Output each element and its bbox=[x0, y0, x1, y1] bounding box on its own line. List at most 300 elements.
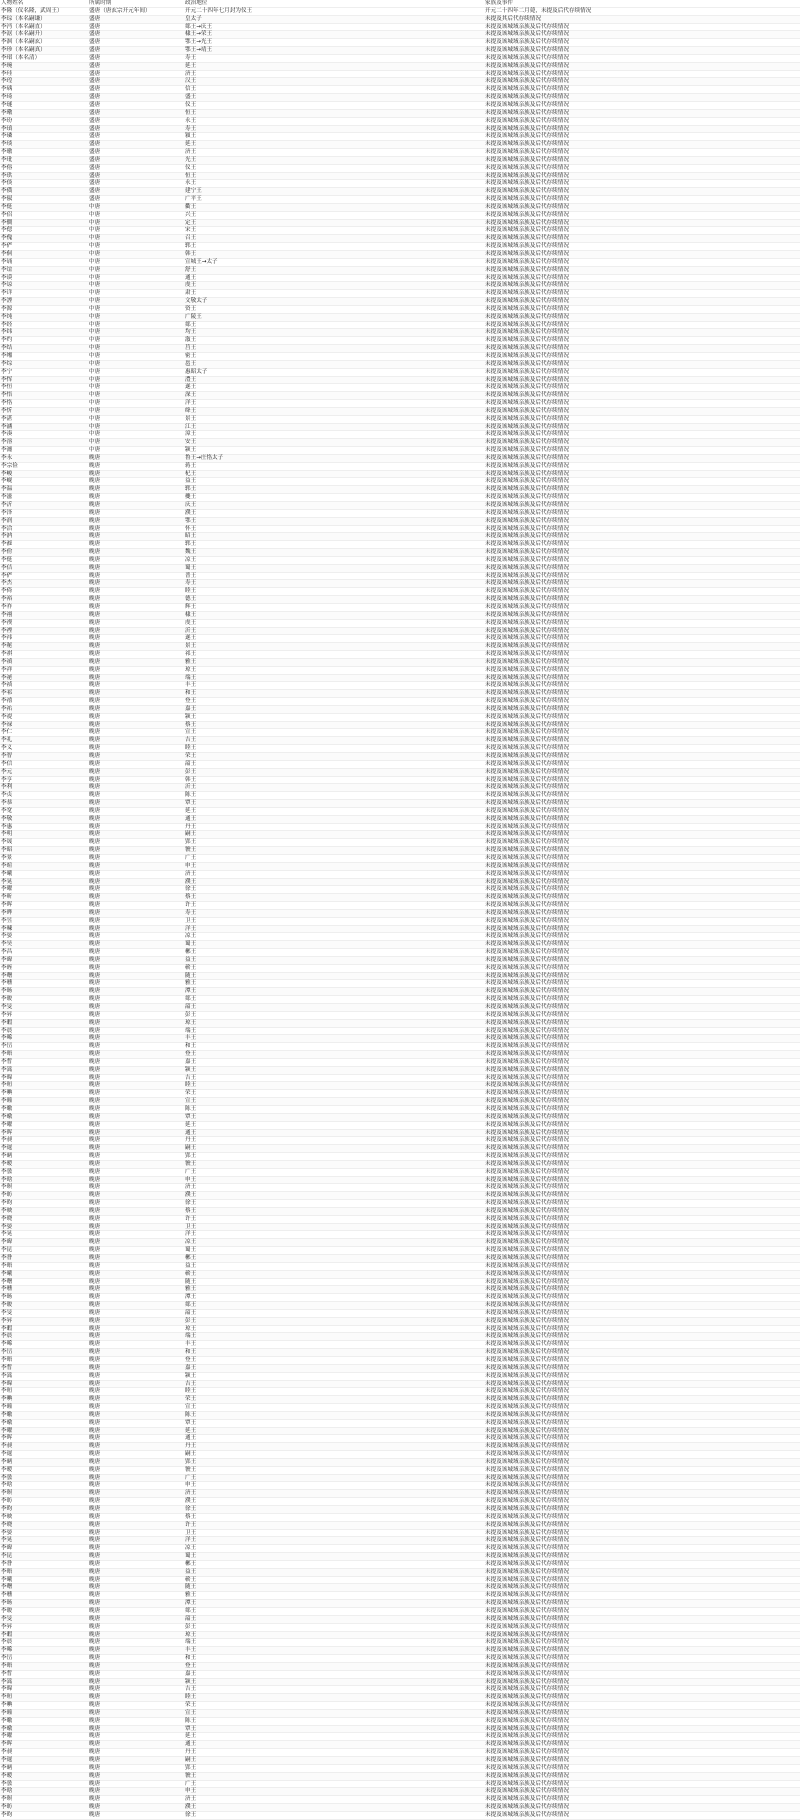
cell-period: 晚唐 bbox=[88, 1176, 184, 1184]
cell-period: 晚唐 bbox=[88, 1568, 184, 1576]
cell-status: 凉王 bbox=[184, 933, 484, 941]
cell-period: 中唐 bbox=[88, 392, 184, 400]
cell-status: 宋王 bbox=[184, 227, 484, 235]
cell-period: 晚唐 bbox=[88, 588, 184, 596]
cell-period: 晚唐 bbox=[88, 1419, 184, 1427]
cell-status: 郢王 bbox=[184, 1764, 484, 1772]
table-row bbox=[0, 1286, 800, 1294]
cell-name: 李曈 bbox=[0, 1709, 88, 1717]
table-row bbox=[0, 39, 800, 47]
table-row bbox=[0, 274, 800, 282]
cell-name: 李晓 bbox=[0, 1521, 88, 1529]
cell-status: 广陵王 bbox=[184, 313, 484, 321]
table-row bbox=[0, 219, 800, 227]
cell-name: 李湛 bbox=[0, 415, 88, 423]
cell-family: 未提及该城域亲族及后代存续情况 bbox=[484, 423, 800, 431]
cell-name: 李洄（本名嗣玄） bbox=[0, 39, 88, 47]
cell-name: 李曒 bbox=[0, 1717, 88, 1725]
cell-period: 中唐 bbox=[88, 407, 184, 415]
cell-family: 未提及该城域亲族及后代存续情况 bbox=[484, 109, 800, 117]
table-row bbox=[0, 352, 800, 360]
cell-period: 晚唐 bbox=[88, 1498, 184, 1506]
cell-name: 李曛 bbox=[0, 1592, 88, 1600]
cell-name: 李昀 bbox=[0, 1506, 88, 1514]
cell-family: 未提及该城域亲族及后代存续情况 bbox=[484, 745, 800, 753]
cell-family: 未提及该城域亲族及后代存续情况 bbox=[484, 1270, 800, 1278]
cell-status: 通王 bbox=[184, 274, 484, 282]
cell-name: 李暝 bbox=[0, 1184, 88, 1192]
cell-status: 丰王 bbox=[184, 1647, 484, 1655]
cell-status: 卫王 bbox=[184, 917, 484, 925]
cell-name: 李晙 bbox=[0, 1302, 88, 1310]
cell-family: 未提及该城域亲族及后代存续情况 bbox=[484, 768, 800, 776]
cell-name: 李晃 bbox=[0, 878, 88, 886]
table-row bbox=[0, 266, 800, 274]
table-row bbox=[0, 1325, 800, 1333]
cell-period: 晚唐 bbox=[88, 1058, 184, 1066]
cell-period: 晚唐 bbox=[88, 1215, 184, 1223]
cell-period: 晚唐 bbox=[88, 1811, 184, 1819]
cell-family: 未提及该城域亲族及后代存续情况 bbox=[484, 1725, 800, 1733]
cell-family: 未提及该城域亲族及后代存续情况 bbox=[484, 1466, 800, 1474]
cell-period: 晚唐 bbox=[88, 1655, 184, 1663]
cell-name: 李傛 bbox=[0, 164, 88, 172]
table-row bbox=[0, 1788, 800, 1796]
cell-name: 李暹 bbox=[0, 1145, 88, 1153]
cell-family: 未提及该城域亲族及后代存续情况 bbox=[484, 1560, 800, 1568]
cell-status: 皇太子 bbox=[184, 15, 484, 23]
cell-period: 晚唐 bbox=[88, 596, 184, 604]
cell-name: 李汭 bbox=[0, 533, 88, 541]
table-row bbox=[0, 1404, 800, 1412]
cell-status: 恒王 bbox=[184, 172, 484, 180]
table-row bbox=[0, 1207, 800, 1215]
cell-family: 未提及该城域亲族及后代存续情况 bbox=[484, 509, 800, 517]
cell-name: 李晅 bbox=[0, 1388, 88, 1396]
table-row bbox=[0, 407, 800, 415]
cell-status: 广王 bbox=[184, 1474, 484, 1482]
table-row bbox=[0, 439, 800, 447]
cell-family: 未提及该城域亲族及后代存续情况 bbox=[484, 1537, 800, 1545]
cell-status: 濮王 bbox=[184, 509, 484, 517]
cell-family: 未提及该城域亲族及后代存续情况 bbox=[484, 517, 800, 525]
table-row bbox=[0, 792, 800, 800]
cell-status: 虔王 bbox=[184, 619, 484, 627]
cell-status: 雅王 bbox=[184, 1286, 484, 1294]
cell-family: 未提及该城域亲族及后代存续情况 bbox=[484, 917, 800, 925]
table-row bbox=[0, 15, 800, 23]
cell-family: 未提及该城域亲族及后代存续情况 bbox=[484, 243, 800, 251]
cell-status: 潭王 bbox=[184, 1294, 484, 1302]
table-row bbox=[0, 1129, 800, 1137]
table-row bbox=[0, 1749, 800, 1757]
cell-status: 兴王 bbox=[184, 211, 484, 219]
cell-name: 李晖 bbox=[0, 902, 88, 910]
cell-name: 李暧 bbox=[0, 1772, 88, 1780]
table-row bbox=[0, 807, 800, 815]
cell-status: 虢王 bbox=[184, 1466, 484, 1474]
cell-period: 晚唐 bbox=[88, 1788, 184, 1796]
table-row bbox=[0, 549, 800, 557]
table-row bbox=[0, 1670, 800, 1678]
cell-period: 晚唐 bbox=[88, 666, 184, 674]
cell-status: 陈王 bbox=[184, 1411, 484, 1419]
cell-family: 未提及该城域亲族及后代存续情况 bbox=[484, 1004, 800, 1012]
cell-name: 李曙 bbox=[0, 1278, 88, 1286]
table-row bbox=[0, 243, 800, 251]
cell-name: 李暐 bbox=[0, 1545, 88, 1553]
cell-period: 中唐 bbox=[88, 360, 184, 368]
cell-status: 郓王 bbox=[184, 243, 484, 251]
cell-family: 未提及该城域亲族及后代存续情况 bbox=[484, 478, 800, 486]
cell-status: 鄂王 bbox=[184, 517, 484, 525]
cell-status: 吉王 bbox=[184, 1686, 484, 1694]
cell-status: 宣王 bbox=[184, 729, 484, 737]
cell-status: 延王 bbox=[184, 141, 484, 149]
cell-name: 李曒 bbox=[0, 1105, 88, 1113]
cell-period: 晚唐 bbox=[88, 1600, 184, 1608]
cell-status: 蒋王 bbox=[184, 462, 484, 470]
cell-family: 未提及该城域亲族及后代存续情况 bbox=[484, 603, 800, 611]
table-row bbox=[0, 1615, 800, 1623]
table-row bbox=[0, 1066, 800, 1074]
cell-status: 通王 bbox=[184, 1741, 484, 1749]
cell-family: 未提及该城域亲族及后代存续情况 bbox=[484, 588, 800, 596]
cell-period: 晚唐 bbox=[88, 776, 184, 784]
table-row bbox=[0, 1192, 800, 1200]
cell-status: 开元二十四年七月封为仪王 bbox=[184, 7, 484, 15]
cell-period: 晚唐 bbox=[88, 1560, 184, 1568]
cell-status: 益王 bbox=[184, 1262, 484, 1270]
cell-family: 未提及该城域亲族及后代存续情况 bbox=[484, 1647, 800, 1655]
cell-period: 中唐 bbox=[88, 305, 184, 313]
cell-status: 蜀王 bbox=[184, 941, 484, 949]
cell-status: 杞王 bbox=[184, 470, 484, 478]
cell-status: 虢王 bbox=[184, 1772, 484, 1780]
table-row bbox=[0, 525, 800, 533]
table-row bbox=[0, 1262, 800, 1270]
cell-name: 李昉 bbox=[0, 1498, 88, 1506]
cell-status: 潭王 bbox=[184, 988, 484, 996]
cell-period: 晚唐 bbox=[88, 1105, 184, 1113]
cell-family: 未提及该城域亲族及后代存续情况 bbox=[484, 172, 800, 180]
table-row bbox=[0, 1356, 800, 1364]
cell-status: 郓王 bbox=[184, 486, 484, 494]
cell-status: 郯王 bbox=[184, 1302, 484, 1310]
cell-name: 李晟 bbox=[0, 839, 88, 847]
cell-status: 申王 bbox=[184, 862, 484, 870]
cell-name: 李昭 bbox=[0, 847, 88, 855]
table-row bbox=[0, 1231, 800, 1239]
cell-status: 信王 bbox=[184, 86, 484, 94]
cell-family: 未提及该城域亲族及后代存续情况 bbox=[484, 1223, 800, 1231]
cell-period: 晚唐 bbox=[88, 580, 184, 588]
cell-period: 晚唐 bbox=[88, 854, 184, 862]
cell-period: 盛唐 bbox=[88, 109, 184, 117]
cell-family: 未提及该城域亲族及后代存续情况 bbox=[484, 94, 800, 102]
cell-family: 未提及该城域亲族及后代存续情况 bbox=[484, 486, 800, 494]
cell-family: 未提及该城域亲族及后代存续情况 bbox=[484, 1388, 800, 1396]
cell-family: 未提及该城域亲族及后代存续情况 bbox=[484, 737, 800, 745]
cell-period: 盛唐 bbox=[88, 15, 184, 23]
cell-status: 申王 bbox=[184, 1788, 484, 1796]
cell-family: 未提及该城域亲族及后代存续情况 bbox=[484, 23, 800, 31]
cell-period: 中唐 bbox=[88, 258, 184, 266]
table-row bbox=[0, 172, 800, 180]
cell-name: 李洽 bbox=[0, 525, 88, 533]
table-row bbox=[0, 713, 800, 721]
cell-period: 晚唐 bbox=[88, 470, 184, 478]
cell-period: 晚唐 bbox=[88, 1764, 184, 1772]
cell-family: 未提及该城域亲族及后代存续情况 bbox=[484, 62, 800, 70]
cell-period: 晚唐 bbox=[88, 1749, 184, 1757]
cell-family: 未提及该城域亲族及后代存续情况 bbox=[484, 658, 800, 666]
table-row bbox=[0, 1168, 800, 1176]
cell-family: 未提及该城域亲族及后代存续情况 bbox=[484, 1545, 800, 1553]
table-row bbox=[0, 227, 800, 235]
cell-status: 惠昭太子 bbox=[184, 368, 484, 376]
cell-name: 李恽 bbox=[0, 376, 88, 384]
table-row bbox=[0, 854, 800, 862]
table-row bbox=[0, 1584, 800, 1592]
cell-name: 李信 bbox=[0, 760, 88, 768]
cell-family: 未提及该城域亲族及后代存续情况 bbox=[484, 101, 800, 109]
cell-name: 李暭 bbox=[0, 1686, 88, 1694]
cell-family: 未提及该城域亲族及后代存续情况 bbox=[484, 1749, 800, 1757]
cell-name: 李祤 bbox=[0, 611, 88, 619]
cell-period: 中唐 bbox=[88, 439, 184, 447]
cell-status: 寿王 bbox=[184, 54, 484, 62]
cell-name: 李璘 bbox=[0, 133, 88, 141]
cell-name: 李珪 bbox=[0, 70, 88, 78]
table-row bbox=[0, 980, 800, 988]
cell-family: 未提及该城域亲族及后代存续情况 bbox=[484, 839, 800, 847]
cell-status: 嘉王 bbox=[184, 1670, 484, 1678]
cell-family: 未提及该城域亲族及后代存续情况 bbox=[484, 227, 800, 235]
cell-name: 李宁 bbox=[0, 368, 88, 376]
table-row bbox=[0, 1090, 800, 1098]
cell-name: 李俨 bbox=[0, 243, 88, 251]
cell-period: 晚唐 bbox=[88, 1372, 184, 1380]
table-row bbox=[0, 596, 800, 604]
table-row bbox=[0, 62, 800, 70]
cell-status: 睦王 bbox=[184, 1694, 484, 1702]
cell-family: 未提及该城域亲族及后代存续情况 bbox=[484, 31, 800, 39]
table-row bbox=[0, 1302, 800, 1310]
cell-family: 未提及该城域亲族及后代存续情况 bbox=[484, 1341, 800, 1349]
cell-period: 晚唐 bbox=[88, 1647, 184, 1655]
cell-family: 未提及该城域亲族及后代存续情况 bbox=[484, 1364, 800, 1372]
cell-status: 随王 bbox=[184, 1584, 484, 1592]
cell-status: 汉王 bbox=[184, 78, 484, 86]
cell-name: 李滋 bbox=[0, 494, 88, 502]
cell-status: 鄂王→靖王 bbox=[184, 47, 484, 55]
cell-status: 虔王 bbox=[184, 282, 484, 290]
cell-period: 晚唐 bbox=[88, 1247, 184, 1255]
cell-family: 未提及该城域亲族及后代存续情况 bbox=[484, 352, 800, 360]
table-row bbox=[0, 1443, 800, 1451]
cell-status: 济王 bbox=[184, 149, 484, 157]
cell-status: 彭王 bbox=[184, 768, 484, 776]
cell-status: 虢王 bbox=[184, 1160, 484, 1168]
cell-name: 李璲 bbox=[0, 101, 88, 109]
cell-family: 未提及该城域亲族及后代存续情况 bbox=[484, 1553, 800, 1561]
cell-name: 李晏 bbox=[0, 1529, 88, 1537]
cell-family: 未提及该城域亲族及后代存续情况 bbox=[484, 1278, 800, 1286]
table-row bbox=[0, 1372, 800, 1380]
cell-period: 晚唐 bbox=[88, 1529, 184, 1537]
table-row bbox=[0, 1725, 800, 1733]
table-row bbox=[0, 1576, 800, 1584]
cell-family: 未提及该城域亲族及后代存续情况 bbox=[484, 219, 800, 227]
cell-family: 未提及该城域亲族及后代存续情况 bbox=[484, 1255, 800, 1263]
cell-name: 李漼 bbox=[0, 541, 88, 549]
cell-status: 溆王 bbox=[184, 337, 484, 345]
table-row bbox=[0, 862, 800, 870]
cell-status: 登王 bbox=[184, 1662, 484, 1670]
cell-period: 中唐 bbox=[88, 235, 184, 243]
table-row bbox=[0, 1780, 800, 1788]
cell-period: 中唐 bbox=[88, 211, 184, 219]
cell-status: 蔡王 bbox=[184, 894, 484, 902]
cell-period: 晚唐 bbox=[88, 1364, 184, 1372]
table-row bbox=[0, 611, 800, 619]
cell-status: 吉王 bbox=[184, 1380, 484, 1388]
cell-status: 颍王 bbox=[184, 1372, 484, 1380]
cell-status: 建宁王 bbox=[184, 188, 484, 196]
cell-period: 晚唐 bbox=[88, 1066, 184, 1074]
cell-family: 未提及该城域亲族及后代存续情况 bbox=[484, 133, 800, 141]
cell-family: 未提及该城域亲族及后代存续情况 bbox=[484, 1129, 800, 1137]
table-row bbox=[0, 1380, 800, 1388]
table-row bbox=[0, 839, 800, 847]
cell-name: 李昆 bbox=[0, 1247, 88, 1255]
table-row bbox=[0, 776, 800, 784]
cell-family: 未提及该城域亲族及后代存续情况 bbox=[484, 753, 800, 761]
cell-period: 晚唐 bbox=[88, 941, 184, 949]
cell-name: 李佋 bbox=[0, 211, 88, 219]
cell-family: 未提及该城域亲族及后代存续情况 bbox=[484, 1247, 800, 1255]
header-status: 政治地位 bbox=[184, 0, 484, 7]
cell-name: 李智 bbox=[0, 753, 88, 761]
table-row bbox=[0, 423, 800, 431]
cell-family: 未提及该城域亲族及后代存续情况 bbox=[484, 721, 800, 729]
table-row bbox=[0, 1011, 800, 1019]
cell-status: 济王 bbox=[184, 1490, 484, 1498]
cell-name: 李琦 bbox=[0, 94, 88, 102]
cell-period: 晚唐 bbox=[88, 1702, 184, 1710]
cell-period: 中唐 bbox=[88, 447, 184, 455]
cell-period: 晚唐 bbox=[88, 933, 184, 941]
cell-period: 晚唐 bbox=[88, 1011, 184, 1019]
cell-name: 李暐 bbox=[0, 956, 88, 964]
cell-name: 李曇 bbox=[0, 1780, 88, 1788]
table-row bbox=[0, 1388, 800, 1396]
cell-name: 李纯 bbox=[0, 313, 88, 321]
cell-period: 晚唐 bbox=[88, 1553, 184, 1561]
cell-period: 中唐 bbox=[88, 251, 184, 259]
table-row bbox=[0, 572, 800, 580]
cell-family: 未提及该城域亲族及后代存续情况 bbox=[484, 1074, 800, 1082]
table-row bbox=[0, 502, 800, 510]
cell-family: 未提及该城域亲族及后代存续情况 bbox=[484, 627, 800, 635]
cell-name: 李暧 bbox=[0, 1466, 88, 1474]
cell-period: 晚唐 bbox=[88, 768, 184, 776]
cell-family: 未提及该城域亲族及后代存续情况 bbox=[484, 164, 800, 172]
table-row bbox=[0, 1247, 800, 1255]
cell-family: 未提及该城域亲族及后代存续情况 bbox=[484, 1474, 800, 1482]
table-row bbox=[0, 1600, 800, 1608]
table-row bbox=[0, 556, 800, 564]
cell-status: 睦王 bbox=[184, 1082, 484, 1090]
cell-period: 晚唐 bbox=[88, 462, 184, 470]
table-row bbox=[0, 1278, 800, 1286]
cell-period: 晚唐 bbox=[88, 1019, 184, 1027]
cell-period: 晚唐 bbox=[88, 1709, 184, 1717]
cell-family: 未提及该城域亲族及后代存续情况 bbox=[484, 1709, 800, 1717]
cell-status: 定王 bbox=[184, 219, 484, 227]
cell-name: 李曛 bbox=[0, 1286, 88, 1294]
cell-status: 安王 bbox=[184, 439, 484, 447]
cell-period: 晚唐 bbox=[88, 996, 184, 1004]
cell-status: 陈王 bbox=[184, 1105, 484, 1113]
cell-name: 李暐 bbox=[0, 1239, 88, 1247]
cell-family: 未提及该城域亲族及后代存续情况 bbox=[484, 878, 800, 886]
cell-name: 李晪 bbox=[0, 1090, 88, 1098]
cell-period: 中唐 bbox=[88, 313, 184, 321]
table-row bbox=[0, 1082, 800, 1090]
cell-name: 李瑱 bbox=[0, 125, 88, 133]
cell-status: 丹王 bbox=[184, 823, 484, 831]
cell-name: 李晙 bbox=[0, 1607, 88, 1615]
cell-family: 未提及该城域亲族及后代存续情况 bbox=[484, 870, 800, 878]
cell-family: 未提及该城域亲族及后代存续情况 bbox=[484, 329, 800, 337]
cell-family: 未提及该城域亲族及后代存续情况 bbox=[484, 854, 800, 862]
cell-status: 濮王 bbox=[184, 878, 484, 886]
cell-family: 未提及该城域亲族及后代存续情况 bbox=[484, 1051, 800, 1059]
table-row bbox=[0, 760, 800, 768]
cell-period: 晚唐 bbox=[88, 972, 184, 980]
cell-family: 未提及该城域亲族及后代存续情况 bbox=[484, 1443, 800, 1451]
cell-name: 李晤 bbox=[0, 1356, 88, 1364]
cell-period: 盛唐 bbox=[88, 188, 184, 196]
cell-period: 盛唐 bbox=[88, 86, 184, 94]
table-row bbox=[0, 666, 800, 674]
cell-family: 未提及该城域亲族及后代存续情况 bbox=[484, 360, 800, 368]
cell-status: 益王 bbox=[184, 1568, 484, 1576]
cell-period: 中唐 bbox=[88, 415, 184, 423]
cell-family: 未提及该城域亲族及后代存续情况 bbox=[484, 407, 800, 415]
cell-name: 李祚 bbox=[0, 603, 88, 611]
cell-status: 鲁王→庄恪太子 bbox=[184, 454, 484, 462]
table-row bbox=[0, 1215, 800, 1223]
cell-family: 未提及该城域亲族及后代存续情况 bbox=[484, 125, 800, 133]
cell-name: 李晨 bbox=[0, 1639, 88, 1647]
table-row bbox=[0, 588, 800, 596]
cell-family: 未提及该城域亲族及后代存续情况 bbox=[484, 1780, 800, 1788]
cell-status: 颍王 bbox=[184, 713, 484, 721]
table-row bbox=[0, 109, 800, 117]
cell-family: 未提及该城域亲族及后代存续情况 bbox=[484, 1804, 800, 1812]
cell-family: 未提及该城域亲族及后代存续情况 bbox=[484, 713, 800, 721]
cell-family: 未提及该城域亲族及后代存续情况 bbox=[484, 800, 800, 808]
cell-family: 未提及该城域亲族及后代存续情况 bbox=[484, 525, 800, 533]
cell-period: 盛唐 bbox=[88, 133, 184, 141]
cell-period: 晚唐 bbox=[88, 541, 184, 549]
cell-status: 济王 bbox=[184, 70, 484, 78]
table-row bbox=[0, 956, 800, 964]
cell-family: 未提及该城域亲族及后代存续情况 bbox=[484, 203, 800, 211]
